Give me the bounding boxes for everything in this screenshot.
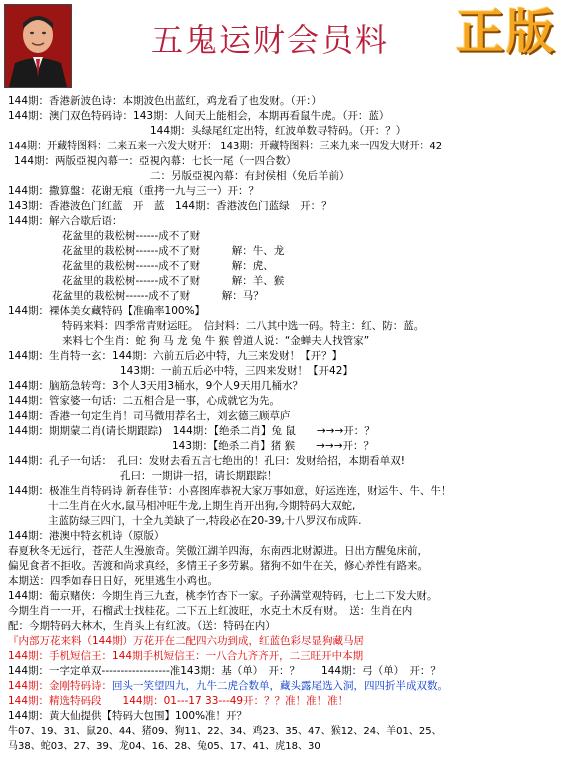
text-line bbox=[0, 349, 576, 364]
text-line bbox=[0, 319, 576, 334]
genuine-stamp: 正版 bbox=[455, 4, 556, 60]
line-text: 配：今期特码大林木，生肖头上有红波。（送：特码在内） bbox=[8, 620, 276, 632]
text-line bbox=[0, 274, 576, 289]
line-text: 花盆里的栽松树------成不了财 解：牛、龙 bbox=[62, 245, 285, 257]
line-text: 144期：手机短信王：144期手机短信王：一八合九齐齐开，二三旺开中本期 bbox=[8, 650, 364, 662]
line-text: 来料七个生肖：蛇 狗 马 龙 兔 牛 猴 曾道人说：“金蝉夫人找管家” bbox=[62, 335, 370, 347]
text-line bbox=[0, 574, 576, 589]
line-text: 144期：香港新波色诗：本期波色出蓝红，鸡龙看了也发财。（开：） bbox=[8, 95, 323, 107]
text-line bbox=[0, 634, 576, 649]
text-line bbox=[0, 484, 576, 499]
line-text: 春夏秋冬无远行，苍茫人生漫旅奇。笑傲江湖羊四海，东南西北财源进。日出方醒兔床前， bbox=[8, 545, 428, 557]
line-text: 144期：精选特码段 144期：01---17 33---49开：？？准！准！准！ bbox=[8, 695, 349, 707]
text-line bbox=[0, 544, 576, 559]
text-line bbox=[0, 514, 576, 529]
line-text: 144期：一字定单双------------------准143期：基（单） 开：？ 144期：弓（单） 开：？ bbox=[8, 665, 441, 677]
line-text: 二：另版亞視內幕：有封侯相（免后羊前） bbox=[150, 170, 350, 182]
text-line bbox=[0, 364, 576, 379]
line-text: 144期：澳门双色特码诗：143期：人间天上能相会，本期再看鼠牛虎。（开：蓝） bbox=[8, 110, 390, 122]
line-text: 偏见食者不拒收。苦渡和尚求真经，多情王子多劳累。猪狗不如牛在关，修心养性有路来。 bbox=[8, 560, 428, 572]
line-text: 花盆里的栽松树------成不了财 bbox=[62, 230, 201, 242]
text-line bbox=[0, 154, 576, 169]
text-line bbox=[0, 184, 576, 199]
line-text: 『内部万花来料（144期）万花开在二配四六功到成，红蓝色彩尽显狗藏马居 bbox=[8, 635, 365, 647]
line-text: 特码来料：四季常青财运旺。 信封料：二八其中选一码。特主：红、防：蓝。 bbox=[62, 320, 425, 332]
text-line bbox=[0, 604, 576, 619]
text-line bbox=[0, 439, 576, 454]
text-line bbox=[0, 379, 576, 394]
line-text: 143期：香港波色门红蓝 开 蓝 144期：香港波色门蓝绿 开：？ bbox=[8, 200, 332, 212]
line-text: 花盆里的栽松树------成不了财 解：虎、 bbox=[62, 260, 274, 272]
line-text: 144期：香港一句定生肖！司马微用荐名士，刘玄德三顾草庐 bbox=[8, 410, 291, 422]
text-line bbox=[0, 394, 576, 409]
line-text: 本期送：四季如春日日好，死里逃生小鸡也。 bbox=[8, 575, 218, 587]
text-line bbox=[0, 589, 576, 604]
line-text: 孔曰：一期讲一招，请长期跟踪！ bbox=[120, 470, 278, 482]
text-line bbox=[0, 289, 576, 304]
line-text: 马38、蛇03、27、39、龙04、16、28、兔05、17、41、虎18、30 bbox=[8, 741, 321, 752]
line-text: 144期：解六合歇后语： bbox=[8, 215, 123, 227]
text-line bbox=[0, 304, 576, 319]
line-text: 144期：裸体美女藏特码【准确率100%】 bbox=[8, 305, 206, 317]
text-line bbox=[0, 454, 576, 469]
line-text: 144期：葡京赌侠：今期生肖三九查，桃李竹杏下一家。子孙满堂观特码，七上二下发大财。 bbox=[8, 590, 438, 602]
line-text: 143期：一前五后必中特，三四来发财！【开42】 bbox=[120, 365, 353, 377]
text-line bbox=[0, 664, 576, 679]
text-line bbox=[0, 259, 576, 274]
line-text: 花盆里的栽松树------成不了财 解：马？ bbox=[52, 290, 264, 302]
text-line bbox=[0, 214, 576, 229]
text-line bbox=[0, 559, 576, 574]
text-line bbox=[0, 724, 576, 739]
line-text: 主蓝防绿三四门，十全九美缺了一,特段必在20-39,十八罗汉布成阵. bbox=[48, 515, 362, 527]
text-line bbox=[0, 529, 576, 544]
text-line bbox=[0, 709, 576, 724]
line-text: 144期：极准生肖特码诗 新春佳节：小喜图库恭祝大家万事如意，好运连连，财运牛、牛、牛！ bbox=[8, 485, 452, 497]
line-text: 144期：生肖特一玄：144期：六前五后必中特，九三来发财！【开？】 bbox=[8, 350, 343, 362]
line-text: 144期：脑筋急转弯：3个人3天用3桶水，9个人9天用几桶水？ bbox=[8, 380, 303, 392]
text-line bbox=[0, 244, 576, 259]
text-line bbox=[0, 229, 576, 244]
line-text: 144期：黄大仙提供【特码大包围】100%准！开？ bbox=[8, 710, 248, 722]
line-text: 牛07、19、31、鼠20、44、猪09、狗11、22、34、鸡23、35、47、猴12、24、羊01、25、 bbox=[8, 726, 442, 737]
text-line bbox=[0, 424, 576, 439]
line-text: 144期：孔子一句话： 孔曰：发财去看五言七绝出的！孔曰：发财给招，本期看单双! bbox=[8, 455, 405, 467]
text-line bbox=[0, 94, 576, 109]
line-text: 今期生肖一一开，石榴武士找桂花。二下五上红波旺，水克土木反有财。 送：生肖在内 bbox=[8, 605, 413, 617]
text-line bbox=[0, 199, 576, 214]
line-text: 144期：开藏特图料：二来五来一六发大财开： 143期：开藏特图料：三来九来一四发大财开：42 bbox=[8, 141, 443, 152]
text-line bbox=[0, 334, 576, 349]
line-text: 144期：管家婆一句话：二五相合是一事，心成就它为先。 bbox=[8, 395, 281, 407]
portrait-illustration bbox=[5, 5, 71, 87]
line-text: 144期：金刚特码诗： bbox=[8, 680, 113, 692]
line-text: 143期：【绝杀二肖】猪 猴 →→→开：？ bbox=[172, 440, 375, 452]
text-line bbox=[0, 409, 576, 424]
text-line bbox=[0, 469, 576, 484]
line-text: 144期：头绿尾红定出特，红波单数寻特码。（开：？） bbox=[150, 125, 407, 137]
line-text: 144期：期期蒙二肖(请长期跟踪) 144期：【绝杀二肖】兔 鼠 →→→开：？ bbox=[8, 425, 375, 437]
text-line bbox=[0, 109, 576, 124]
text-line bbox=[0, 739, 576, 754]
text-line bbox=[0, 619, 576, 634]
line-text: 十二生肖在火水,鼠马相冲旺牛龙,上期生肖开出狗,今期特码大双蛇, bbox=[48, 500, 356, 512]
line-text: 144期：两版亞視內幕一：亞視內幕：七长一尾（一四合数） bbox=[14, 155, 297, 167]
text-line bbox=[0, 649, 576, 664]
line-text: 144期：港澳中特玄机诗（原版） bbox=[8, 530, 165, 542]
content-list bbox=[0, 94, 576, 754]
text-line bbox=[0, 124, 576, 139]
blue-poem-text: 回头一笑望四九，九牛二虎合数单，藏头露尾选入洞，四四折半成双数。 bbox=[112, 680, 449, 692]
text-line bbox=[0, 139, 576, 154]
header bbox=[0, 0, 576, 96]
line-text: 144期：撒算盤：花谢无痕（重拷一九与三一）开：？ bbox=[8, 185, 260, 197]
text-line bbox=[0, 499, 576, 514]
text-line bbox=[0, 694, 576, 709]
text-line bbox=[0, 679, 576, 694]
portrait-photo bbox=[4, 4, 72, 88]
page-title: 五鬼运财会员料 bbox=[150, 21, 389, 59]
text-line bbox=[0, 169, 576, 184]
line-text: 花盆里的栽松树------成不了财 解：羊、猴 bbox=[62, 275, 285, 287]
